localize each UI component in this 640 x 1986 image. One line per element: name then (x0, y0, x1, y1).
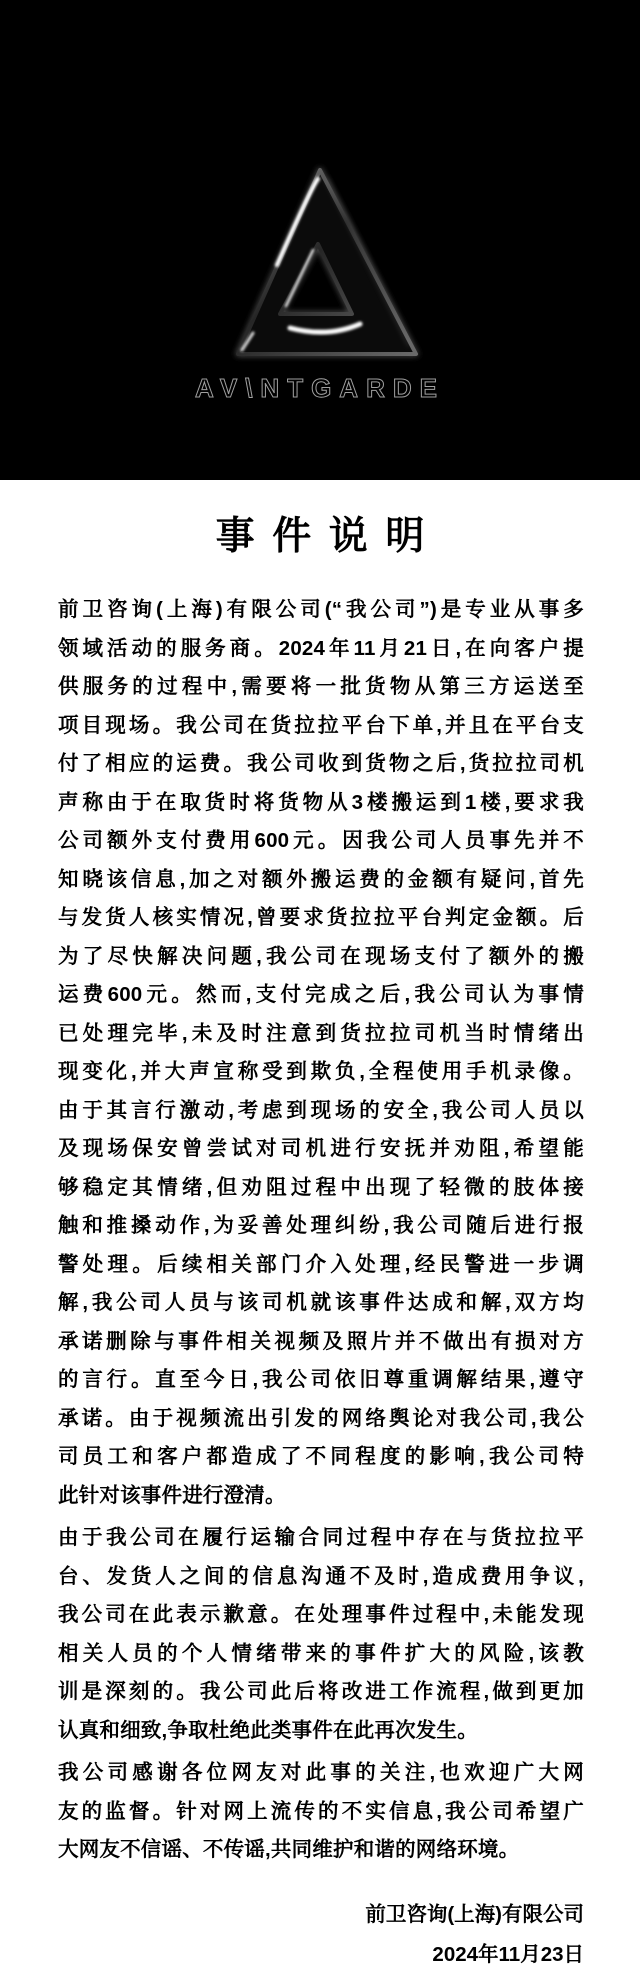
body-line: 知晓该信息,加之对额外搬运费的金额有疑问,首先 (58, 867, 584, 891)
body-line: 的言行。直至今日,我公司依旧尊重调解结果,遵守 (58, 1368, 584, 1391)
body-line: 前卫咨询(上海)有限公司(“我公司”)是专业从事多 (58, 598, 584, 621)
body-line: 解,我公司人员与该司机就该事件达成和解,双方均 (58, 1291, 584, 1314)
brand-wordmark (0, 372, 640, 408)
body-line: 司员工和客户都造成了不同程度的影响,我公司特 (58, 1445, 584, 1468)
body-line: 由于我公司在履行运输合同过程中存在与货拉拉平 (58, 1526, 584, 1549)
body-line: 友的监督。针对网上流传的不实信息,我公司希望广 (58, 1799, 584, 1823)
body-line: 运费600元。然而,支付完成之后,我公司认为事情 (58, 983, 584, 1006)
signature-company: 前卫咨询(上海)有限公司 (365, 1903, 584, 1926)
body-line: 领域活动的服务商。2024年11月21日,在向客户提 (58, 636, 584, 660)
body-line: 大网友不信谣、不传谣,共同维护和谐的网络环境。 (58, 1838, 520, 1861)
body-line: 付了相应的运费。我公司收到货物之后,货拉拉司机 (58, 752, 584, 775)
body-line: 够稳定其情绪,但劝阻过程中出现了轻微的肢体接 (58, 1175, 584, 1199)
paragraph (58, 591, 584, 1515)
body-line: 项目现场。我公司在货拉拉平台下单,并且在平台支 (58, 713, 584, 737)
body-line: 认真和细致,争取杜绝此类事件在此再次发生。 (58, 1718, 478, 1742)
triangle-logo-icon (220, 148, 430, 368)
body-line: 触和推搡动作,为妥善处理纠纷,我公司随后进行报 (58, 1214, 584, 1237)
signature-date: 2024年11月23日 (432, 1943, 584, 1966)
body-line: 我公司感谢各位网友对此事的关注,也欢迎广大网 (58, 1761, 584, 1784)
page-title-text: 事件说明 (215, 515, 442, 558)
page-title (0, 514, 640, 560)
paragraph (58, 1754, 584, 1870)
brand-wordmark-text: AV\NTGARDE (195, 373, 445, 403)
signature-block (365, 1895, 584, 1975)
body-line: 警处理。后续相关部门介入处理,经民警进一步调 (58, 1252, 584, 1276)
paragraph (58, 1519, 584, 1750)
body-line: 承诺删除与事件相关视频及照片并不做出有损对方 (58, 1329, 584, 1353)
body-line: 承诺。由于视频流出引发的网络舆论对我公司,我公 (58, 1406, 584, 1430)
body-line: 为了尽快解决问题,我公司在现场支付了额外的搬 (58, 944, 584, 968)
brand-header (0, 0, 640, 480)
body-line: 相关人员的个人情绪带来的事件扩大的风险,该教 (58, 1641, 584, 1665)
body-line: 训是深刻的。我公司此后将改进工作流程,做到更加 (58, 1680, 584, 1703)
body-line: 及现场保安曾尝试对司机进行安抚并劝阻,希望能 (58, 1137, 584, 1160)
body-line: 已处理完毕,未及时注意到货拉拉司机当时情绪出 (58, 1021, 584, 1045)
body-text (58, 591, 584, 1870)
body-line: 我公司在此表示歉意。在处理事件过程中,未能发现 (58, 1603, 584, 1626)
body-line: 公司额外支付费用600元。因我公司人员事先并不 (58, 829, 584, 852)
body-line: 由于其言行激动,考虑到现场的安全,我公司人员以 (58, 1098, 584, 1122)
body-line: 与发货人核实情况,曾要求货拉拉平台判定金额。后 (58, 906, 584, 929)
body-line: 此针对该事件进行澄清。 (58, 1483, 286, 1507)
body-line: 供服务的过程中,需要将一批货物从第三方运送至 (58, 675, 584, 698)
body-line: 台、发货人之间的信息沟通不及时,造成费用争议, (58, 1564, 584, 1588)
body-line: 声称由于在取货时将货物从3楼搬运到1楼,要求我 (58, 790, 584, 814)
body-line: 现变化,并大声宣称受到欺负,全程使用手机录像。 (58, 1060, 584, 1083)
